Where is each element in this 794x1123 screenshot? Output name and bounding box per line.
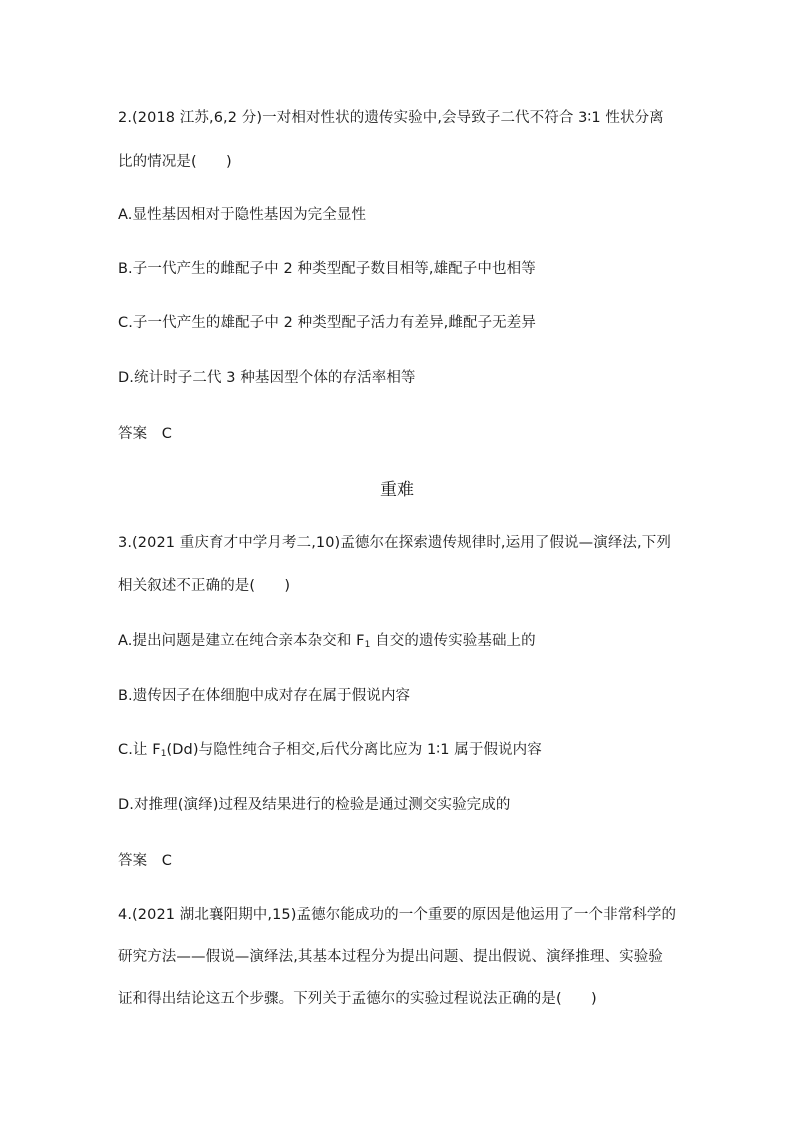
q4-stem-line1: 4.(2021 湖北襄阳期中,15)孟德尔能成功的一个重要的原因是他运用了一个非常科学的: [118, 907, 677, 923]
q4-stem-line3: 证和得出结论这五个步骤。下列关于孟德尔的实验过程说法正确的是( ): [118, 991, 597, 1007]
q2-stem-line2: 比的情况是( ): [118, 154, 232, 170]
q3-option-d: D.对推理(演绎)过程及结果进行的检验是通过测交实验完成的: [118, 797, 511, 813]
q3-option-a-pre: A.提出问题是建立在纯合亲本杂交和 F: [118, 633, 365, 649]
q3-answer: 答案 C: [118, 853, 173, 869]
q3-option-c-pre: C.让 F: [118, 742, 161, 758]
q2-option-b: B.子一代产生的雌配子中 2 种类型配子数目相等,雄配子中也相等: [118, 261, 536, 277]
q2-option-c: C.子一代产生的雄配子中 2 种类型配子活力有差异,雌配子无差异: [118, 315, 536, 331]
q2-option-a: A.显性基因相对于隐性基因为完全显性: [118, 207, 367, 223]
q2-stem-line1: 2.(2018 江苏,6,2 分)一对相对性状的遗传实验中,会导致子二代不符合 3∶1 性状分离: [118, 110, 664, 126]
q2-answer: 答案 C: [118, 426, 173, 442]
q3-option-a: [118, 631, 536, 651]
q3-option-c-sub: 1: [160, 749, 167, 759]
q3-option-a-sub: 1: [364, 640, 371, 650]
q4-stem-line2: 研究方法——假说—演绎法,其基本过程分为提出问题、提出假说、演绎推理、实验验: [118, 949, 663, 965]
q3-option-c-post: (Dd)与隐性纯合子相交,后代分离比应为 1∶1 属于假说内容: [166, 742, 542, 758]
section-title: 重难: [380, 480, 414, 500]
q3-option-a-post: 自交的遗传实验基础上的: [370, 633, 536, 649]
q3-stem-line2: 相关叙述不正确的是( ): [118, 578, 291, 594]
q3-option-b: B.遗传因子在体细胞中成对存在属于假说内容: [118, 688, 411, 704]
q3-stem-line1: 3.(2021 重庆育才中学月考二,10)孟德尔在探索遗传规律时,运用了假说—演绎法,下列: [118, 535, 671, 551]
q3-option-c: [118, 740, 542, 760]
q2-option-d: D.统计时子二代 3 种基因型个体的存活率相等: [118, 370, 416, 386]
